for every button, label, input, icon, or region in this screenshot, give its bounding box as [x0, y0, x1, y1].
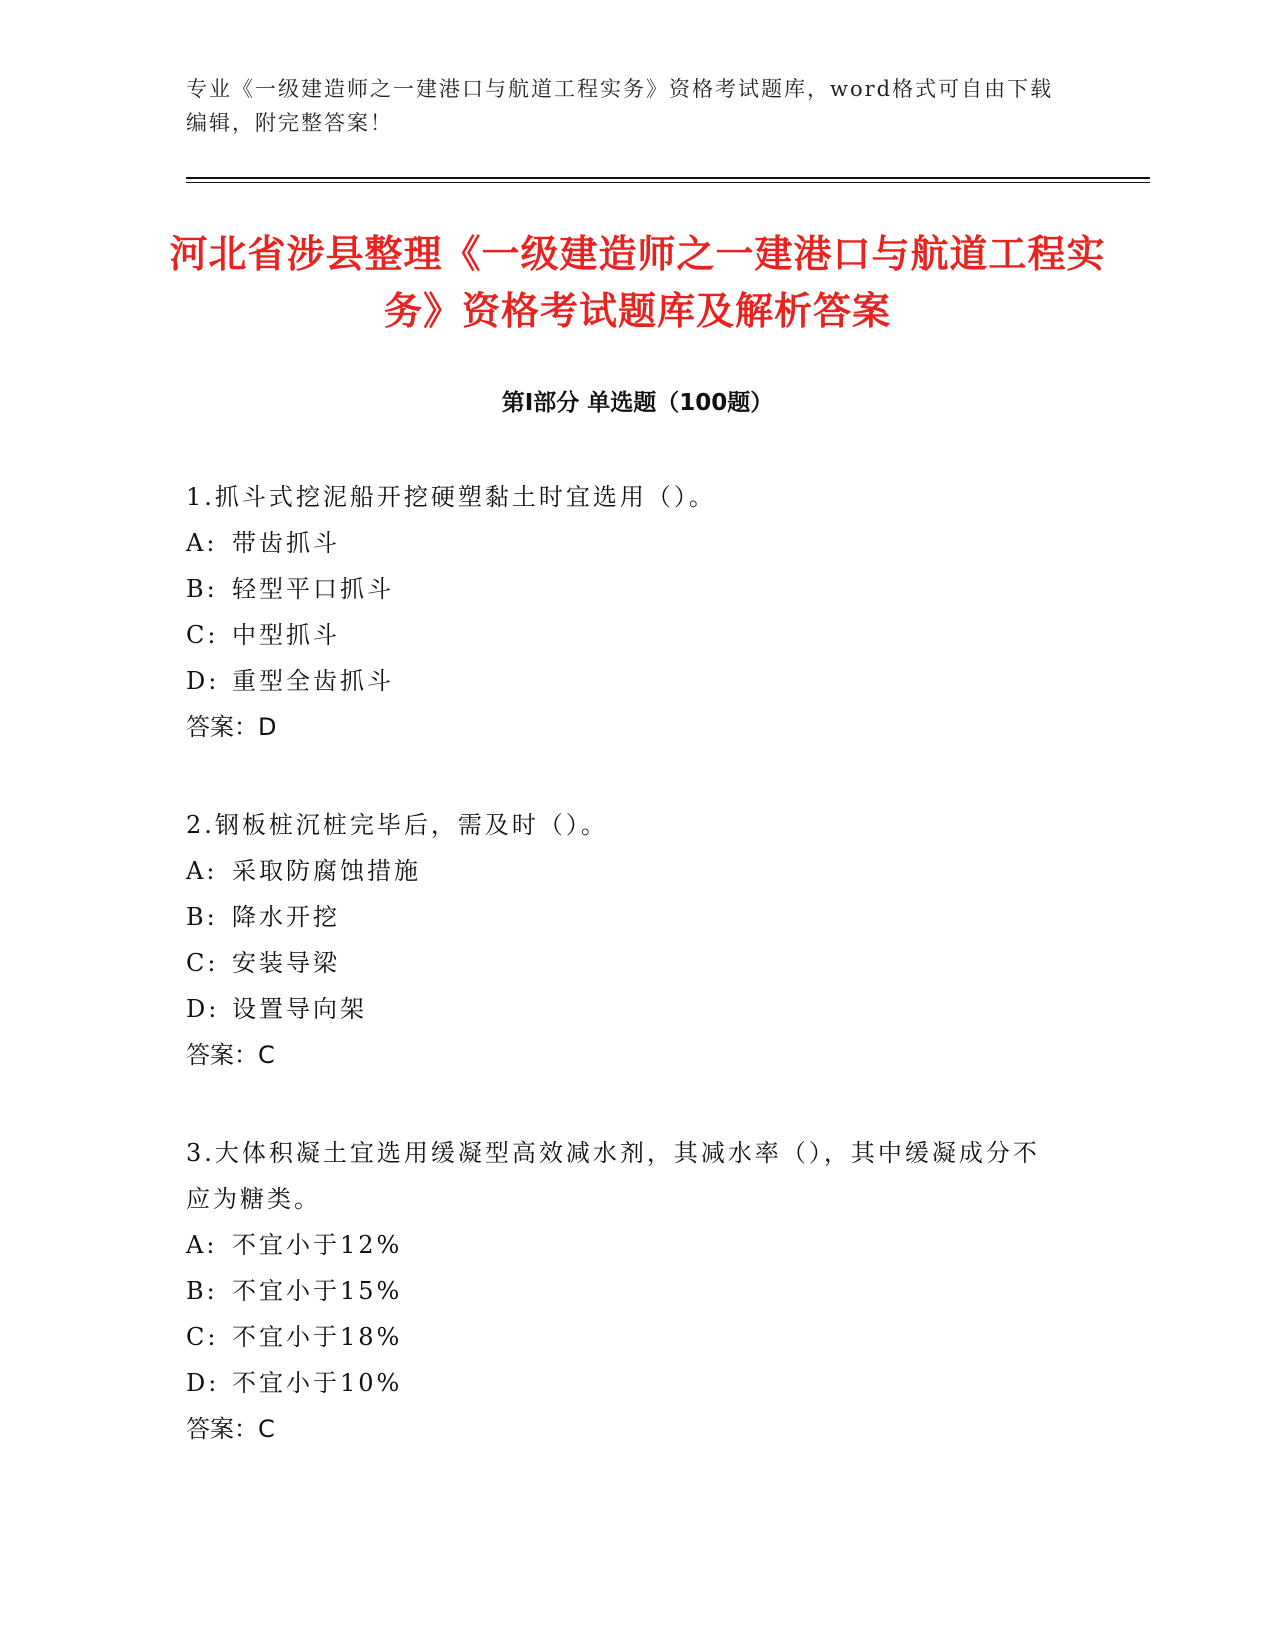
option-text: 带齿抓斗: [232, 529, 340, 557]
option-a: [186, 848, 1066, 894]
option-text: 不宜小于10%: [232, 1369, 403, 1397]
section-title: 第Ⅰ部分 单选题（100题）: [501, 390, 774, 416]
option-b: [186, 1268, 1066, 1314]
question-stem: 2.钢板桩沉桩完毕后，需及时（）。: [186, 811, 608, 839]
answer-line: 答案：C: [186, 1415, 275, 1443]
option-letter: C:: [186, 949, 219, 977]
option-letter: B:: [186, 1277, 218, 1305]
question-item: [186, 1130, 1066, 1452]
option-text: 不宜小于15%: [232, 1277, 403, 1305]
option-letter: A:: [186, 857, 218, 885]
option-letter: D:: [186, 1369, 220, 1397]
header-note: 专业《一级建造师之一建港口与航道工程实务》资格考试题库，word格式可自由下载编辑，附完整答案！: [186, 77, 1054, 135]
option-d: [186, 1360, 1066, 1406]
option-letter: D:: [186, 995, 220, 1023]
answer-line: 答案：C: [186, 1041, 275, 1069]
option-text: 不宜小于12%: [232, 1231, 403, 1259]
question-item: [186, 474, 1066, 750]
option-text: 轻型平口抓斗: [232, 575, 394, 603]
option-text: 重型全齿抓斗: [232, 667, 394, 695]
option-text: 不宜小于18%: [232, 1323, 403, 1351]
option-d: [186, 658, 1066, 704]
option-letter: C:: [186, 1323, 219, 1351]
option-c: [186, 1314, 1066, 1360]
question-list: [186, 474, 1066, 1504]
option-d: [186, 986, 1066, 1032]
option-letter: B:: [186, 903, 218, 931]
option-text: 采取防腐蚀措施: [232, 857, 421, 885]
document-title: 河北省涉县整理《一级建造师之一建港口与航道工程实务》资格考试题库及解析答案: [169, 232, 1106, 333]
question-stem: 3.大体积凝土宜选用缓凝型高效减水剂，其减水率（），其中缓凝成分不应为糖类。: [186, 1139, 1040, 1213]
option-letter: B:: [186, 575, 218, 603]
option-letter: C:: [186, 621, 219, 649]
option-c: [186, 612, 1066, 658]
option-letter: A:: [186, 1231, 218, 1259]
question-item: [186, 802, 1066, 1078]
option-b: [186, 894, 1066, 940]
option-text: 安装导梁: [232, 949, 340, 977]
option-text: 降水开挖: [232, 903, 340, 931]
option-a: [186, 520, 1066, 566]
option-text: 中型抓斗: [232, 621, 340, 649]
option-text: 设置导向架: [232, 995, 367, 1023]
option-letter: A:: [186, 529, 218, 557]
option-letter: D:: [186, 667, 220, 695]
header-rule-thin: [186, 182, 1150, 183]
header-rule-thick: [186, 177, 1150, 179]
option-c: [186, 940, 1066, 986]
answer-line: 答案：D: [186, 713, 277, 741]
question-stem: 1.抓斗式挖泥船开挖硬塑黏土时宜选用（）。: [186, 483, 716, 511]
option-a: [186, 1222, 1066, 1268]
option-b: [186, 566, 1066, 612]
